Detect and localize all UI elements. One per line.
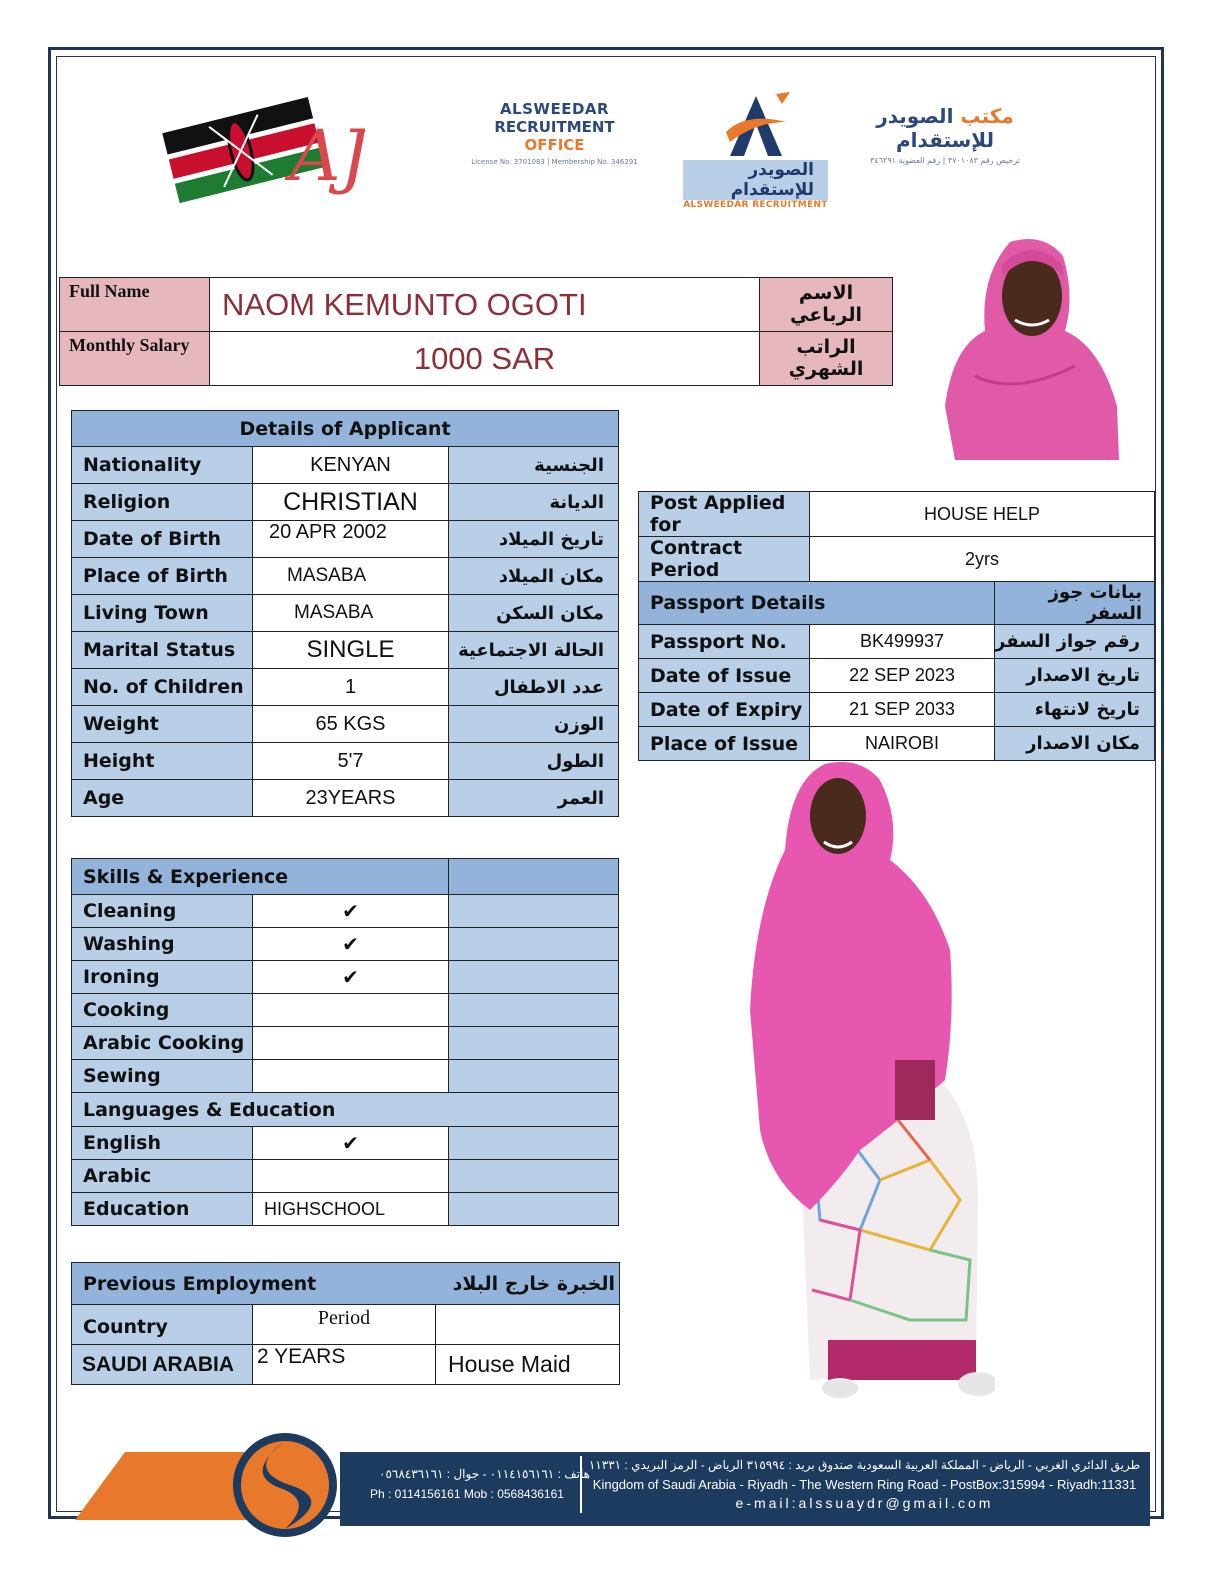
date-of-expiry-label: Date of Expiry (639, 693, 810, 727)
footer-phone-english: Ph : 0114156161 Mob : 0568436161 (370, 1487, 564, 1501)
cooking-check (253, 994, 449, 1027)
children-label: No. of Children (72, 669, 253, 706)
footer-logo-graphic (75, 1430, 375, 1540)
center-logo-arabic: الصويدر للإستقدام (683, 160, 828, 200)
age-arabic-label: العمر (449, 780, 619, 817)
passport-table (638, 491, 1155, 761)
period-value: 2 YEARS (253, 1345, 436, 1385)
passport-no-label: Passport No. (639, 625, 810, 659)
details-header: Details of Applicant (72, 411, 619, 447)
weight-value: 65 KGS (253, 706, 449, 743)
washing-label: Washing (72, 928, 253, 961)
arabic-office-logo (845, 104, 1045, 165)
aj-logo-text: AJ (290, 115, 365, 197)
date-of-expiry-arabic-label: تاريخ لانتهاء (995, 693, 1155, 727)
country-value: SAUDI ARABIA (72, 1345, 253, 1385)
applicant-portrait-photo (925, 236, 1121, 460)
footer-address (580, 1456, 1147, 1513)
place-of-birth-value: MASABA (253, 558, 449, 595)
date-of-expiry-value: 21 SEP 2033 (810, 693, 995, 727)
full-name-arabic-label: الاسم الرباعي (760, 278, 893, 332)
nationality-label: Nationality (72, 447, 253, 484)
education-label: Education (72, 1193, 253, 1226)
monthly-salary-label: Monthly Salary (60, 332, 210, 386)
date-of-birth-arabic-label: تاريخ الميلاد (449, 521, 619, 558)
footer-phone-info (370, 1464, 590, 1504)
date-of-birth-value: 20 APR 2002 (253, 521, 449, 558)
place-of-issue-label: Place of Issue (639, 727, 810, 761)
arabic-logo-title: مكتب الصويدر للإستقدام (876, 104, 1014, 152)
footer-email-link[interactable]: e-mail:alssuaydr@gmail.com (735, 1495, 994, 1511)
washing-check: ✔ (253, 928, 449, 961)
place-of-birth-arabic-label: مكان الميلاد (449, 558, 619, 595)
cleaning-check: ✔ (253, 895, 449, 928)
footer-address-arabic: طريق الدائري الغربي - الرياض - المملكة العربية السعودية صندوق بريد : ٣١٥٩٩٤ الرياض - الرمز البريدي : ١١٣٣١ (588, 1458, 1141, 1472)
cleaning-label: Cleaning (72, 895, 253, 928)
ironing-label: Ironing (72, 961, 253, 994)
employment-table (71, 1262, 620, 1385)
religion-label: Religion (72, 484, 253, 521)
ironing-check: ✔ (253, 961, 449, 994)
passport-details-header: Passport Details (639, 582, 995, 625)
living-town-arabic-label: مكان السكن (449, 595, 619, 632)
footer-address-english: Kingdom of Saudi Arabia - Riyadh - The Western Ring Road - PostBox:315994 - Riyadh:11331 (592, 1477, 1137, 1492)
applicant-full-body-photo (740, 760, 995, 1400)
religion-arabic-label: الديانة (449, 484, 619, 521)
office-logo-license: License No. 3701083 | Membership No. 346291 (471, 158, 638, 166)
applicant-details-table (71, 410, 619, 817)
passport-no-value: BK499937 (810, 625, 995, 659)
living-town-value: MASABA (253, 595, 449, 632)
letter-a-icon (716, 92, 796, 160)
arabic-logo-license: ترخيص رقم ٣٧٠١٠٨٣ | رقم العضوية ٣٤٦٢٩١ (870, 156, 1020, 165)
arabic-cooking-check (253, 1027, 449, 1060)
height-value: 5'7 (253, 743, 449, 780)
passport-details-arabic-header: بيانات جوز السفر (995, 582, 1155, 625)
full-name-value: NAOM KEMUNTO OGOTI (210, 278, 760, 332)
post-applied-label: Post Applied for (639, 492, 810, 537)
cooking-label: Cooking (72, 994, 253, 1027)
arabic-check (253, 1160, 449, 1193)
monthly-salary-arabic-label: الراتب الشهري (760, 332, 893, 386)
office-logo-line2: RECRUITMENT OFFICE (494, 118, 615, 154)
monthly-salary-value: 1000 SAR (210, 332, 760, 386)
children-value: 1 (253, 669, 449, 706)
contract-period-label: Contract Period (639, 537, 810, 582)
marital-status-value: SINGLE (253, 632, 449, 669)
height-arabic-label: الطول (449, 743, 619, 780)
arabic-label: Arabic (72, 1160, 253, 1193)
employment-header: Previous Employment (72, 1263, 436, 1305)
alsweedar-office-logo (462, 100, 647, 166)
footer-phone-arabic: هاتف : ٠١١٤١٥٦١٦١ - جوال : ٠٥٦٨٤٣٦١٦١ (379, 1467, 590, 1481)
children-arabic-label: عدد الاطفال (449, 669, 619, 706)
place-of-issue-arabic-label: مكان الاصدار (995, 727, 1155, 761)
education-value: HIGHSCHOOL (253, 1193, 449, 1226)
date-of-issue-arabic-label: تاريخ الاصدار (995, 659, 1155, 693)
age-value: 23YEARS (253, 780, 449, 817)
date-of-birth-label: Date of Birth (72, 521, 253, 558)
office-logo-line1: ALSWEEDAR (499, 100, 610, 118)
employment-arabic-header: الخبرة خارج البلاد (436, 1263, 620, 1305)
religion-value: CHRISTIAN (253, 484, 449, 521)
nationality-arabic-label: الجنسية (449, 447, 619, 484)
marital-status-label: Marital Status (72, 632, 253, 669)
weight-arabic-label: الوزن (449, 706, 619, 743)
passport-no-arabic-label: رقم جواز السفر (995, 625, 1155, 659)
alsweedar-a-logo (683, 92, 828, 210)
date-of-issue-label: Date of Issue (639, 659, 810, 693)
skills-table (71, 858, 619, 1226)
living-town-label: Living Town (72, 595, 253, 632)
full-name-label: Full Name (60, 278, 210, 332)
languages-header: Languages & Education (72, 1093, 619, 1127)
date-of-issue-value: 22 SEP 2023 (810, 659, 995, 693)
nationality-value: KENYAN (253, 447, 449, 484)
center-logo-english: ALSWEEDAR RECRUITMENT (683, 200, 828, 210)
sewing-label: Sewing (72, 1060, 253, 1093)
marital-status-arabic-label: الحالة الاجتماعية (449, 632, 619, 669)
post-applied-value: HOUSE HELP (810, 492, 1155, 537)
position-value: House Maid (436, 1345, 620, 1385)
english-label: English (72, 1127, 253, 1160)
place-of-birth-label: Place of Birth (72, 558, 253, 595)
sewing-check (253, 1060, 449, 1093)
skills-header: Skills & Experience (72, 859, 449, 895)
place-of-issue-value: NAIROBI (810, 727, 995, 761)
country-label: Country (72, 1305, 253, 1345)
age-label: Age (72, 780, 253, 817)
weight-label: Weight (72, 706, 253, 743)
height-label: Height (72, 743, 253, 780)
period-label: Period (253, 1305, 436, 1345)
kenya-flag-logo (160, 85, 365, 205)
footer-banner (75, 1430, 1155, 1540)
arabic-cooking-label: Arabic Cooking (72, 1027, 253, 1060)
identity-table (59, 277, 893, 386)
english-check: ✔ (253, 1127, 449, 1160)
contract-period-value: 2yrs (810, 537, 1155, 582)
